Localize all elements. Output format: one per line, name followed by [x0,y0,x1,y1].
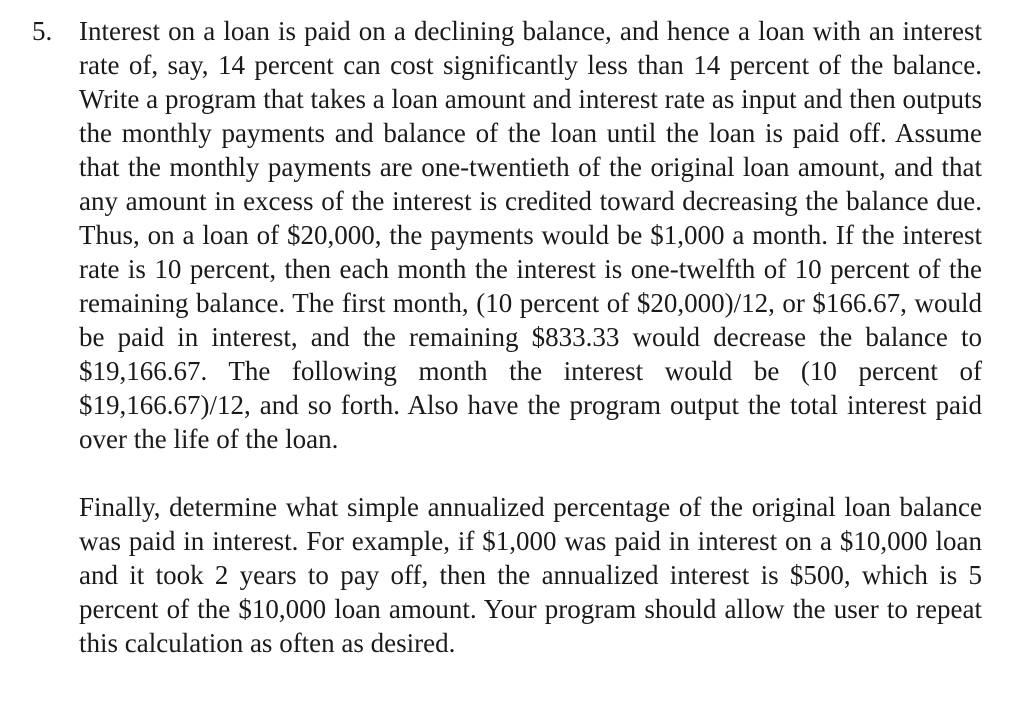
exercise-number: 5. [32,16,53,46]
exercise-5 [32,14,982,660]
exercise-paragraph-1: Interest on a loan is paid on a declining balance, and hence a loan with an interest rate of, say, 14 percent can cost significantly less than 14 percent of the balance. Write a program that takes a loan amount and interest rate as input and then outputs the monthly payments and balance of the loan until the loan is paid off. Assume that the monthly payments are one-twentieth of the original loan amount, and that any amount in excess of the interest is credited toward decreasing the balance due. Thus, on a loan of $20,000, the payments would be $1,000 a month. If the interest rate is 10 percent, then each month the interest is one-twelfth of 10 percent of the remaining balance. The first month, (10 percent of $20,000)/12, or $166.67, would be paid in interest, and the remaining $833.33 would decrease the balance to $19,166.67. The following month the interest would be (10 percent of $19,166.67)/12, and so forth. Also have the program output the total interest paid over the life of the loan. [79,16,982,454]
exercise-paragraph-2: Finally, determine what simple annualized percentage of the original loan balance was paid in interest. For example, if $1,000 was paid in interest on a $10,000 loan and it took 2 years to pay off, then the annualized interest is $500, which is 5 percent of the $10,000 loan amount. Your program should allow the user to repeat this calculation as often as desired. [79,492,982,658]
